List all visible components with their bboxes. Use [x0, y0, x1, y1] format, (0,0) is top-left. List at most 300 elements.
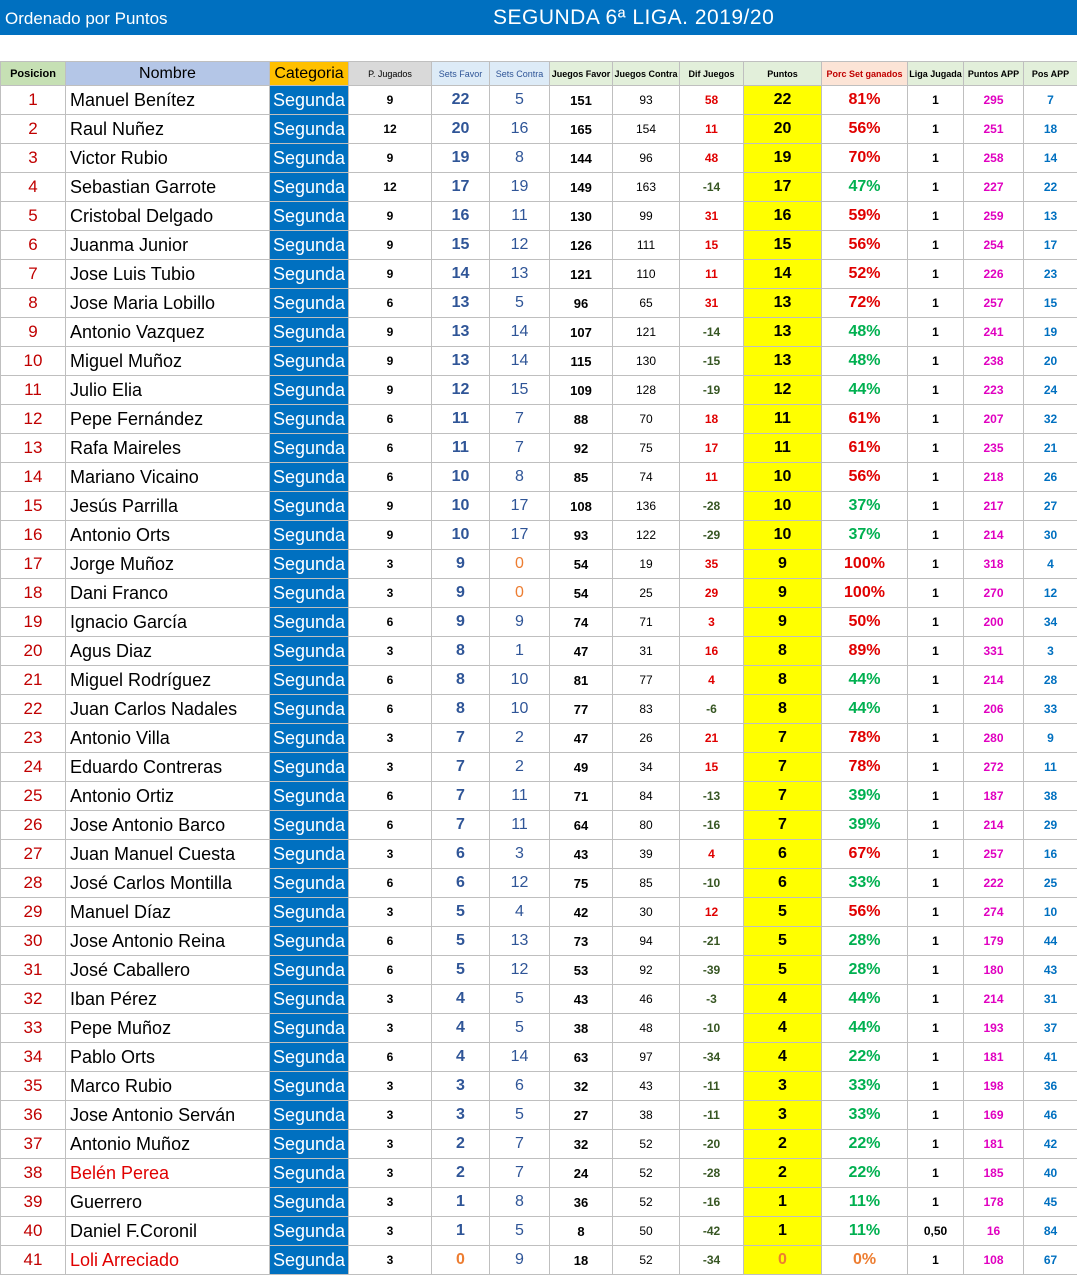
- p-jugados-cell[interactable]: 12: [349, 173, 432, 202]
- puntos-app-cell[interactable]: 214: [964, 985, 1024, 1014]
- puntos-app-cell[interactable]: 259: [964, 202, 1024, 231]
- p-jugados-cell[interactable]: 3: [349, 1159, 432, 1188]
- sets-favor-cell[interactable]: 12: [432, 376, 490, 405]
- liga-jugada-cell[interactable]: 1: [908, 898, 964, 927]
- juegos-favor-cell[interactable]: 8: [550, 1217, 613, 1246]
- porc-set-cell[interactable]: 48%: [822, 347, 908, 376]
- posicion-cell[interactable]: 41: [1, 1246, 66, 1275]
- sets-contra-cell[interactable]: 11: [490, 782, 550, 811]
- nombre-cell[interactable]: Agus Diaz: [66, 637, 270, 666]
- pos-app-cell[interactable]: 31: [1024, 985, 1077, 1014]
- juegos-favor-cell[interactable]: 92: [550, 434, 613, 463]
- table-row[interactable]: [1, 434, 1077, 463]
- juegos-contra-cell[interactable]: 26: [613, 724, 680, 753]
- liga-jugada-cell[interactable]: 1: [908, 231, 964, 260]
- col-header-puntos[interactable]: Puntos: [744, 62, 822, 86]
- juegos-favor-cell[interactable]: 144: [550, 144, 613, 173]
- liga-jugada-cell[interactable]: 1: [908, 666, 964, 695]
- puntos-app-cell[interactable]: 272: [964, 753, 1024, 782]
- pos-app-cell[interactable]: 28: [1024, 666, 1077, 695]
- juegos-favor-cell[interactable]: 71: [550, 782, 613, 811]
- sets-favor-cell[interactable]: 7: [432, 811, 490, 840]
- puntos-cell[interactable]: 5: [744, 927, 822, 956]
- juegos-favor-cell[interactable]: 81: [550, 666, 613, 695]
- porc-set-cell[interactable]: 33%: [822, 1101, 908, 1130]
- juegos-contra-cell[interactable]: 52: [613, 1159, 680, 1188]
- table-row[interactable]: [1, 666, 1077, 695]
- puntos-app-cell[interactable]: 193: [964, 1014, 1024, 1043]
- table-row[interactable]: [1, 1014, 1077, 1043]
- porc-set-cell[interactable]: 44%: [822, 1014, 908, 1043]
- categoria-cell[interactable]: Segunda: [270, 1072, 349, 1101]
- puntos-app-cell[interactable]: 257: [964, 840, 1024, 869]
- puntos-cell[interactable]: 10: [744, 492, 822, 521]
- puntos-cell[interactable]: 4: [744, 1043, 822, 1072]
- table-row[interactable]: [1, 1072, 1077, 1101]
- nombre-cell[interactable]: Guerrero: [66, 1188, 270, 1217]
- pos-app-cell[interactable]: 67: [1024, 1246, 1077, 1275]
- col-header-porc-set[interactable]: Porc Set ganados: [822, 62, 908, 86]
- dif-juegos-cell[interactable]: 21: [680, 724, 744, 753]
- sets-favor-cell[interactable]: 14: [432, 260, 490, 289]
- liga-jugada-cell[interactable]: 1: [908, 289, 964, 318]
- puntos-cell[interactable]: 6: [744, 869, 822, 898]
- puntos-cell[interactable]: 13: [744, 289, 822, 318]
- posicion-cell[interactable]: 6: [1, 231, 66, 260]
- puntos-cell[interactable]: 8: [744, 637, 822, 666]
- p-jugados-cell[interactable]: 9: [349, 347, 432, 376]
- puntos-cell[interactable]: 10: [744, 521, 822, 550]
- table-row[interactable]: [1, 1159, 1077, 1188]
- dif-juegos-cell[interactable]: 58: [680, 86, 744, 115]
- table-row[interactable]: [1, 1217, 1077, 1246]
- juegos-favor-cell[interactable]: 54: [550, 550, 613, 579]
- puntos-cell[interactable]: 8: [744, 666, 822, 695]
- table-row[interactable]: [1, 115, 1077, 144]
- juegos-favor-cell[interactable]: 108: [550, 492, 613, 521]
- pos-app-cell[interactable]: 11: [1024, 753, 1077, 782]
- sets-contra-cell[interactable]: 2: [490, 753, 550, 782]
- puntos-app-cell[interactable]: 280: [964, 724, 1024, 753]
- p-jugados-cell[interactable]: 6: [349, 927, 432, 956]
- puntos-app-cell[interactable]: 179: [964, 927, 1024, 956]
- juegos-contra-cell[interactable]: 71: [613, 608, 680, 637]
- dif-juegos-cell[interactable]: 11: [680, 115, 744, 144]
- categoria-cell[interactable]: Segunda: [270, 1159, 349, 1188]
- categoria-cell[interactable]: Segunda: [270, 173, 349, 202]
- sets-favor-cell[interactable]: 16: [432, 202, 490, 231]
- porc-set-cell[interactable]: 39%: [822, 782, 908, 811]
- p-jugados-cell[interactable]: 6: [349, 289, 432, 318]
- p-jugados-cell[interactable]: 9: [349, 231, 432, 260]
- sets-favor-cell[interactable]: 20: [432, 115, 490, 144]
- col-header-pos-app[interactable]: Pos APP: [1024, 62, 1077, 86]
- sets-contra-cell[interactable]: 5: [490, 86, 550, 115]
- pos-app-cell[interactable]: 29: [1024, 811, 1077, 840]
- categoria-cell[interactable]: Segunda: [270, 260, 349, 289]
- pos-app-cell[interactable]: 9: [1024, 724, 1077, 753]
- juegos-contra-cell[interactable]: 163: [613, 173, 680, 202]
- posicion-cell[interactable]: 9: [1, 318, 66, 347]
- posicion-cell[interactable]: 38: [1, 1159, 66, 1188]
- puntos-cell[interactable]: 4: [744, 1014, 822, 1043]
- juegos-favor-cell[interactable]: 38: [550, 1014, 613, 1043]
- puntos-app-cell[interactable]: 241: [964, 318, 1024, 347]
- categoria-cell[interactable]: Segunda: [270, 376, 349, 405]
- p-jugados-cell[interactable]: 6: [349, 434, 432, 463]
- porc-set-cell[interactable]: 89%: [822, 637, 908, 666]
- liga-jugada-cell[interactable]: 1: [908, 550, 964, 579]
- puntos-app-cell[interactable]: 181: [964, 1130, 1024, 1159]
- table-row[interactable]: [1, 144, 1077, 173]
- porc-set-cell[interactable]: 22%: [822, 1159, 908, 1188]
- sets-contra-cell[interactable]: 14: [490, 1043, 550, 1072]
- puntos-cell[interactable]: 12: [744, 376, 822, 405]
- puntos-app-cell[interactable]: 180: [964, 956, 1024, 985]
- sets-contra-cell[interactable]: 5: [490, 1101, 550, 1130]
- nombre-cell[interactable]: Rafa Maireles: [66, 434, 270, 463]
- sets-favor-cell[interactable]: 2: [432, 1130, 490, 1159]
- sets-favor-cell[interactable]: 7: [432, 753, 490, 782]
- liga-jugada-cell[interactable]: 1: [908, 637, 964, 666]
- pos-app-cell[interactable]: 16: [1024, 840, 1077, 869]
- porc-set-cell[interactable]: 44%: [822, 666, 908, 695]
- sets-contra-cell[interactable]: 14: [490, 318, 550, 347]
- puntos-cell[interactable]: 16: [744, 202, 822, 231]
- posicion-cell[interactable]: 7: [1, 260, 66, 289]
- pos-app-cell[interactable]: 43: [1024, 956, 1077, 985]
- liga-jugada-cell[interactable]: 1: [908, 1014, 964, 1043]
- categoria-cell[interactable]: Segunda: [270, 753, 349, 782]
- categoria-cell[interactable]: Segunda: [270, 1101, 349, 1130]
- p-jugados-cell[interactable]: 6: [349, 956, 432, 985]
- porc-set-cell[interactable]: 11%: [822, 1217, 908, 1246]
- dif-juegos-cell[interactable]: 35: [680, 550, 744, 579]
- puntos-cell[interactable]: 20: [744, 115, 822, 144]
- categoria-cell[interactable]: Segunda: [270, 811, 349, 840]
- nombre-cell[interactable]: Daniel F.Coronil: [66, 1217, 270, 1246]
- dif-juegos-cell[interactable]: 31: [680, 289, 744, 318]
- categoria-cell[interactable]: Segunda: [270, 434, 349, 463]
- p-jugados-cell[interactable]: 6: [349, 405, 432, 434]
- juegos-contra-cell[interactable]: 121: [613, 318, 680, 347]
- porc-set-cell[interactable]: 33%: [822, 1072, 908, 1101]
- sets-contra-cell[interactable]: 9: [490, 608, 550, 637]
- puntos-cell[interactable]: 3: [744, 1101, 822, 1130]
- porc-set-cell[interactable]: 37%: [822, 492, 908, 521]
- posicion-cell[interactable]: 11: [1, 376, 66, 405]
- dif-juegos-cell[interactable]: 15: [680, 753, 744, 782]
- sets-contra-cell[interactable]: 11: [490, 202, 550, 231]
- liga-jugada-cell[interactable]: 1: [908, 318, 964, 347]
- juegos-favor-cell[interactable]: 36: [550, 1188, 613, 1217]
- sets-favor-cell[interactable]: 10: [432, 521, 490, 550]
- juegos-favor-cell[interactable]: 64: [550, 811, 613, 840]
- puntos-cell[interactable]: 1: [744, 1188, 822, 1217]
- dif-juegos-cell[interactable]: 4: [680, 666, 744, 695]
- juegos-contra-cell[interactable]: 34: [613, 753, 680, 782]
- posicion-cell[interactable]: 34: [1, 1043, 66, 1072]
- nombre-cell[interactable]: Belén Perea: [66, 1159, 270, 1188]
- juegos-contra-cell[interactable]: 136: [613, 492, 680, 521]
- nombre-cell[interactable]: Jose Antonio Reina: [66, 927, 270, 956]
- puntos-cell[interactable]: 7: [744, 811, 822, 840]
- categoria-cell[interactable]: Segunda: [270, 724, 349, 753]
- sets-contra-cell[interactable]: 5: [490, 985, 550, 1014]
- p-jugados-cell[interactable]: 9: [349, 144, 432, 173]
- puntos-cell[interactable]: 2: [744, 1130, 822, 1159]
- p-jugados-cell[interactable]: 9: [349, 521, 432, 550]
- liga-jugada-cell[interactable]: 1: [908, 1246, 964, 1275]
- liga-jugada-cell[interactable]: 1: [908, 405, 964, 434]
- p-jugados-cell[interactable]: 3: [349, 724, 432, 753]
- puntos-app-cell[interactable]: 331: [964, 637, 1024, 666]
- posicion-cell[interactable]: 37: [1, 1130, 66, 1159]
- juegos-contra-cell[interactable]: 52: [613, 1246, 680, 1275]
- nombre-cell[interactable]: Juan Manuel Cuesta: [66, 840, 270, 869]
- col-header-posicion[interactable]: Posicion: [1, 62, 66, 86]
- sets-favor-cell[interactable]: 7: [432, 724, 490, 753]
- sets-favor-cell[interactable]: 9: [432, 608, 490, 637]
- juegos-contra-cell[interactable]: 154: [613, 115, 680, 144]
- liga-jugada-cell[interactable]: 1: [908, 985, 964, 1014]
- liga-jugada-cell[interactable]: 1: [908, 695, 964, 724]
- puntos-cell[interactable]: 10: [744, 463, 822, 492]
- p-jugados-cell[interactable]: 9: [349, 318, 432, 347]
- categoria-cell[interactable]: Segunda: [270, 231, 349, 260]
- nombre-cell[interactable]: Antonio Villa: [66, 724, 270, 753]
- liga-jugada-cell[interactable]: 1: [908, 753, 964, 782]
- puntos-app-cell[interactable]: 185: [964, 1159, 1024, 1188]
- juegos-favor-cell[interactable]: 115: [550, 347, 613, 376]
- liga-jugada-cell[interactable]: 1: [908, 463, 964, 492]
- sets-contra-cell[interactable]: 11: [490, 811, 550, 840]
- categoria-cell[interactable]: Segunda: [270, 347, 349, 376]
- puntos-app-cell[interactable]: 198: [964, 1072, 1024, 1101]
- dif-juegos-cell[interactable]: 18: [680, 405, 744, 434]
- dif-juegos-cell[interactable]: -19: [680, 376, 744, 405]
- pos-app-cell[interactable]: 21: [1024, 434, 1077, 463]
- juegos-favor-cell[interactable]: 85: [550, 463, 613, 492]
- porc-set-cell[interactable]: 22%: [822, 1130, 908, 1159]
- pos-app-cell[interactable]: 37: [1024, 1014, 1077, 1043]
- juegos-favor-cell[interactable]: 126: [550, 231, 613, 260]
- sets-contra-cell[interactable]: 10: [490, 695, 550, 724]
- liga-jugada-cell[interactable]: 1: [908, 840, 964, 869]
- nombre-cell[interactable]: Jose Antonio Barco: [66, 811, 270, 840]
- sets-favor-cell[interactable]: 13: [432, 289, 490, 318]
- sets-contra-cell[interactable]: 7: [490, 405, 550, 434]
- posicion-cell[interactable]: 36: [1, 1101, 66, 1130]
- categoria-cell[interactable]: Segunda: [270, 202, 349, 231]
- p-jugados-cell[interactable]: 12: [349, 115, 432, 144]
- nombre-cell[interactable]: Manuel Benítez: [66, 86, 270, 115]
- nombre-cell[interactable]: Manuel Díaz: [66, 898, 270, 927]
- juegos-contra-cell[interactable]: 31: [613, 637, 680, 666]
- dif-juegos-cell[interactable]: -16: [680, 811, 744, 840]
- pos-app-cell[interactable]: 4: [1024, 550, 1077, 579]
- porc-set-cell[interactable]: 56%: [822, 463, 908, 492]
- col-header-liga-jugada[interactable]: Liga Jugada: [908, 62, 964, 86]
- juegos-favor-cell[interactable]: 27: [550, 1101, 613, 1130]
- sets-contra-cell[interactable]: 0: [490, 579, 550, 608]
- porc-set-cell[interactable]: 61%: [822, 405, 908, 434]
- dif-juegos-cell[interactable]: -28: [680, 1159, 744, 1188]
- categoria-cell[interactable]: Segunda: [270, 869, 349, 898]
- categoria-cell[interactable]: Segunda: [270, 1014, 349, 1043]
- sets-contra-cell[interactable]: 8: [490, 1188, 550, 1217]
- pos-app-cell[interactable]: 32: [1024, 405, 1077, 434]
- dif-juegos-cell[interactable]: -10: [680, 1014, 744, 1043]
- categoria-cell[interactable]: Segunda: [270, 1246, 349, 1275]
- sets-favor-cell[interactable]: 4: [432, 1014, 490, 1043]
- puntos-cell[interactable]: 13: [744, 318, 822, 347]
- sets-favor-cell[interactable]: 1: [432, 1188, 490, 1217]
- table-row[interactable]: [1, 318, 1077, 347]
- puntos-app-cell[interactable]: 235: [964, 434, 1024, 463]
- juegos-contra-cell[interactable]: 39: [613, 840, 680, 869]
- p-jugados-cell[interactable]: 9: [349, 202, 432, 231]
- puntos-cell[interactable]: 11: [744, 434, 822, 463]
- nombre-cell[interactable]: Antonio Orts: [66, 521, 270, 550]
- pos-app-cell[interactable]: 42: [1024, 1130, 1077, 1159]
- col-header-sets-favor[interactable]: Sets Favor: [432, 62, 490, 86]
- juegos-contra-cell[interactable]: 52: [613, 1130, 680, 1159]
- liga-jugada-cell[interactable]: 1: [908, 927, 964, 956]
- puntos-cell[interactable]: 9: [744, 608, 822, 637]
- juegos-favor-cell[interactable]: 47: [550, 637, 613, 666]
- table-row[interactable]: [1, 1101, 1077, 1130]
- puntos-cell[interactable]: 1: [744, 1217, 822, 1246]
- puntos-app-cell[interactable]: 258: [964, 144, 1024, 173]
- table-row[interactable]: [1, 782, 1077, 811]
- p-jugados-cell[interactable]: 9: [349, 260, 432, 289]
- p-jugados-cell[interactable]: 9: [349, 376, 432, 405]
- sets-contra-cell[interactable]: 19: [490, 173, 550, 202]
- categoria-cell[interactable]: Segunda: [270, 521, 349, 550]
- puntos-app-cell[interactable]: 214: [964, 521, 1024, 550]
- porc-set-cell[interactable]: 37%: [822, 521, 908, 550]
- juegos-favor-cell[interactable]: 32: [550, 1130, 613, 1159]
- sets-contra-cell[interactable]: 3: [490, 840, 550, 869]
- p-jugados-cell[interactable]: 6: [349, 463, 432, 492]
- sets-favor-cell[interactable]: 13: [432, 318, 490, 347]
- liga-jugada-cell[interactable]: 1: [908, 724, 964, 753]
- posicion-cell[interactable]: 1: [1, 86, 66, 115]
- pos-app-cell[interactable]: 33: [1024, 695, 1077, 724]
- nombre-cell[interactable]: Juan Carlos Nadales: [66, 695, 270, 724]
- col-header-juegos-contra[interactable]: Juegos Contra: [613, 62, 680, 86]
- categoria-cell[interactable]: Segunda: [270, 985, 349, 1014]
- juegos-contra-cell[interactable]: 96: [613, 144, 680, 173]
- nombre-cell[interactable]: Ignacio García: [66, 608, 270, 637]
- puntos-app-cell[interactable]: 181: [964, 1043, 1024, 1072]
- nombre-cell[interactable]: Pablo Orts: [66, 1043, 270, 1072]
- pos-app-cell[interactable]: 14: [1024, 144, 1077, 173]
- puntos-app-cell[interactable]: 238: [964, 347, 1024, 376]
- juegos-contra-cell[interactable]: 99: [613, 202, 680, 231]
- juegos-contra-cell[interactable]: 38: [613, 1101, 680, 1130]
- liga-jugada-cell[interactable]: 1: [908, 579, 964, 608]
- categoria-cell[interactable]: Segunda: [270, 695, 349, 724]
- juegos-favor-cell[interactable]: 77: [550, 695, 613, 724]
- pos-app-cell[interactable]: 17: [1024, 231, 1077, 260]
- dif-juegos-cell[interactable]: 3: [680, 608, 744, 637]
- sets-favor-cell[interactable]: 11: [432, 434, 490, 463]
- pos-app-cell[interactable]: 7: [1024, 86, 1077, 115]
- nombre-cell[interactable]: Pepe Fernández: [66, 405, 270, 434]
- dif-juegos-cell[interactable]: 16: [680, 637, 744, 666]
- juegos-contra-cell[interactable]: 74: [613, 463, 680, 492]
- sets-contra-cell[interactable]: 1: [490, 637, 550, 666]
- puntos-cell[interactable]: 7: [744, 753, 822, 782]
- table-row[interactable]: [1, 376, 1077, 405]
- posicion-cell[interactable]: 22: [1, 695, 66, 724]
- sets-contra-cell[interactable]: 6: [490, 1072, 550, 1101]
- liga-jugada-cell[interactable]: 1: [908, 869, 964, 898]
- porc-set-cell[interactable]: 44%: [822, 985, 908, 1014]
- porc-set-cell[interactable]: 78%: [822, 753, 908, 782]
- juegos-favor-cell[interactable]: 47: [550, 724, 613, 753]
- categoria-cell[interactable]: Segunda: [270, 1043, 349, 1072]
- pos-app-cell[interactable]: 18: [1024, 115, 1077, 144]
- table-row[interactable]: [1, 202, 1077, 231]
- posicion-cell[interactable]: 20: [1, 637, 66, 666]
- juegos-favor-cell[interactable]: 149: [550, 173, 613, 202]
- p-jugados-cell[interactable]: 3: [349, 898, 432, 927]
- table-row[interactable]: [1, 753, 1077, 782]
- sets-favor-cell[interactable]: 1: [432, 1217, 490, 1246]
- nombre-cell[interactable]: Raul Nuñez: [66, 115, 270, 144]
- dif-juegos-cell[interactable]: -14: [680, 318, 744, 347]
- dif-juegos-cell[interactable]: 12: [680, 898, 744, 927]
- juegos-favor-cell[interactable]: 63: [550, 1043, 613, 1072]
- table-row[interactable]: [1, 579, 1077, 608]
- puntos-cell[interactable]: 6: [744, 840, 822, 869]
- categoria-cell[interactable]: Segunda: [270, 318, 349, 347]
- sets-contra-cell[interactable]: 10: [490, 666, 550, 695]
- dif-juegos-cell[interactable]: -28: [680, 492, 744, 521]
- p-jugados-cell[interactable]: 9: [349, 86, 432, 115]
- sets-contra-cell[interactable]: 5: [490, 289, 550, 318]
- juegos-contra-cell[interactable]: 65: [613, 289, 680, 318]
- puntos-app-cell[interactable]: 254: [964, 231, 1024, 260]
- juegos-contra-cell[interactable]: 92: [613, 956, 680, 985]
- categoria-cell[interactable]: Segunda: [270, 1217, 349, 1246]
- posicion-cell[interactable]: 31: [1, 956, 66, 985]
- juegos-favor-cell[interactable]: 151: [550, 86, 613, 115]
- p-jugados-cell[interactable]: 3: [349, 579, 432, 608]
- pos-app-cell[interactable]: 3: [1024, 637, 1077, 666]
- juegos-favor-cell[interactable]: 121: [550, 260, 613, 289]
- sets-favor-cell[interactable]: 8: [432, 637, 490, 666]
- liga-jugada-cell[interactable]: 1: [908, 1130, 964, 1159]
- p-jugados-cell[interactable]: 3: [349, 637, 432, 666]
- juegos-contra-cell[interactable]: 130: [613, 347, 680, 376]
- puntos-app-cell[interactable]: 226: [964, 260, 1024, 289]
- sets-favor-cell[interactable]: 19: [432, 144, 490, 173]
- categoria-cell[interactable]: Segunda: [270, 115, 349, 144]
- table-row[interactable]: [1, 492, 1077, 521]
- posicion-cell[interactable]: 39: [1, 1188, 66, 1217]
- dif-juegos-cell[interactable]: 31: [680, 202, 744, 231]
- p-jugados-cell[interactable]: 6: [349, 811, 432, 840]
- juegos-favor-cell[interactable]: 88: [550, 405, 613, 434]
- puntos-cell[interactable]: 2: [744, 1159, 822, 1188]
- puntos-app-cell[interactable]: 207: [964, 405, 1024, 434]
- p-jugados-cell[interactable]: 6: [349, 608, 432, 637]
- juegos-favor-cell[interactable]: 74: [550, 608, 613, 637]
